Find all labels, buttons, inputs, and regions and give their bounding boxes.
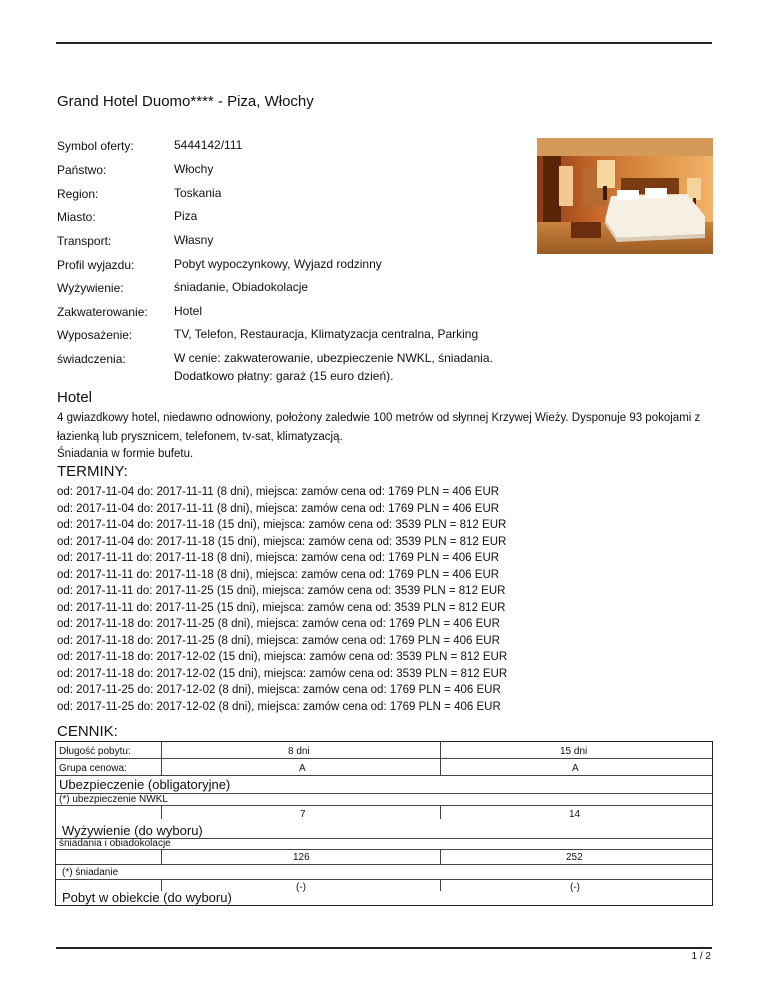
table-divider bbox=[56, 879, 712, 880]
stay-length-8: 8 dni bbox=[288, 746, 310, 757]
field-label-country: Państwo: bbox=[57, 163, 107, 177]
hotel-desc-line-1: 4 gwiazdkowy hotel, niedawno odnowiony, położony zaledwie 100 metrów od słynnej Krzywej Wieży. Dysponuje 93 pokojami z bbox=[57, 412, 701, 424]
halfboard-8: 126 bbox=[293, 852, 310, 863]
field-value-meals: śniadanie, Obiadokolacje bbox=[174, 280, 309, 294]
term-row: od: 2017-11-11 do: 2017-11-25 (15 dni), miejsca: zamów cena od: 3539 PLN = 812 EUR bbox=[57, 585, 506, 597]
term-row: od: 2017-11-04 do: 2017-11-18 (15 dni), miejsca: zamów cena od: 3539 PLN = 812 EUR bbox=[57, 535, 507, 548]
field-label-services: świadczenia: bbox=[57, 352, 126, 366]
table-divider bbox=[56, 805, 712, 806]
term-row: od: 2017-11-04 do: 2017-11-11 (8 dni), miejsca: zamów cena od: 1769 PLN = 406 EUR bbox=[57, 502, 500, 515]
table-divider bbox=[56, 849, 712, 850]
term-row: od: 2017-11-25 do: 2017-12-02 (8 dni), miejsca: zamów cena od: 1769 PLN = 406 EUR bbox=[57, 684, 501, 696]
table-divider bbox=[161, 849, 162, 864]
term-row: od: 2017-11-18 do: 2017-12-02 (15 dni), miejsca: zamów cena od: 3539 PLN = 812 EUR bbox=[57, 667, 508, 680]
stay-heading: Pobyt w obiekcie (do wyboru) bbox=[62, 890, 232, 905]
table-divider bbox=[56, 864, 712, 865]
field-value-services-extra: Dodatkowo płatny: garaż (15 euro dzień). bbox=[174, 369, 394, 383]
page-title: Grand Hotel Duomo**** - Piza, Włochy bbox=[57, 93, 314, 110]
field-label-profile: Profil wyjazdu: bbox=[57, 258, 135, 272]
term-row: od: 2017-11-18 do: 2017-11-25 (8 dni), miejsca: zamów cena od: 1769 PLN = 406 EUR bbox=[57, 618, 500, 630]
top-rule bbox=[56, 42, 712, 44]
field-label-meals: Wyżywienie: bbox=[57, 281, 124, 295]
hotel-desc-line-2: łazienką lub prysznicem, telefonem, tv-sat, klimatyzacją. bbox=[57, 431, 343, 443]
price-group-15: A bbox=[572, 763, 579, 774]
price-group-8: A bbox=[299, 763, 306, 774]
field-value-profile: Pobyt wypoczynkowy, Wyjazd rodzinny bbox=[174, 257, 382, 271]
breakfast-15: (-) bbox=[570, 882, 580, 893]
stay-length-15: 15 dni bbox=[560, 746, 588, 757]
table-divider bbox=[440, 879, 441, 891]
hotel-room-photo bbox=[537, 138, 713, 254]
field-value-symbol: 5444142/111 bbox=[174, 138, 243, 152]
meals-item-breakfast: (*) śniadanie bbox=[62, 867, 119, 878]
field-label-transport: Transport: bbox=[57, 234, 112, 248]
field-label-accommodation: Zakwaterowanie: bbox=[57, 305, 148, 319]
table-divider bbox=[440, 742, 441, 775]
term-row: od: 2017-11-11 do: 2017-11-25 (15 dni), miejsca: zamów cena od: 3539 PLN = 812 EUR bbox=[57, 601, 506, 614]
term-row: od: 2017-11-18 do: 2017-12-02 (15 dni), miejsca: zamów cena od: 3539 PLN = 812 EUR bbox=[57, 651, 508, 663]
term-row: od: 2017-11-11 do: 2017-11-18 (8 dni), miejsca: zamów cena od: 1769 PLN = 406 EUR bbox=[57, 552, 500, 564]
insurance-heading: Ubezpieczenie (obligatoryjne) bbox=[59, 777, 231, 792]
hotel-desc-line-3: Śniadania w formie bufetu. bbox=[57, 448, 194, 460]
stay-length-label: Długość pobytu: bbox=[59, 746, 131, 757]
term-row: od: 2017-11-18 do: 2017-11-25 (8 dni), miejsca: zamów cena od: 1769 PLN = 406 EUR bbox=[57, 634, 500, 647]
field-label-symbol: Symbol oferty: bbox=[57, 139, 134, 153]
price-group-label: Grupa cenowa: bbox=[59, 763, 127, 774]
term-row: od: 2017-11-11 do: 2017-11-18 (8 dni), miejsca: zamów cena od: 1769 PLN = 406 EUR bbox=[57, 568, 500, 581]
table-divider bbox=[440, 849, 441, 864]
insurance-item: (*) ubezpieczenie NWKL bbox=[59, 794, 168, 805]
field-value-accommodation: Hotel bbox=[174, 304, 203, 318]
term-row: od: 2017-11-25 do: 2017-12-02 (8 dni), miejsca: zamów cena od: 1769 PLN = 406 EUR bbox=[57, 700, 501, 713]
table-divider bbox=[56, 758, 712, 759]
field-value-city: Piza bbox=[174, 209, 198, 223]
field-label-region: Region: bbox=[57, 187, 99, 201]
table-divider bbox=[440, 805, 441, 819]
terms-heading: TERMINY: bbox=[57, 463, 128, 480]
meals-heading: Wyżywienie (do wyboru) bbox=[62, 823, 203, 838]
insurance-8: 7 bbox=[300, 809, 306, 820]
term-row: od: 2017-11-04 do: 2017-11-18 (15 dni), miejsca: zamów cena od: 3539 PLN = 812 EUR bbox=[57, 519, 507, 531]
hotel-heading: Hotel bbox=[57, 389, 93, 406]
bottom-rule bbox=[56, 947, 712, 949]
page-number: 1 / 2 bbox=[691, 951, 711, 962]
field-label-equipment: Wyposażenie: bbox=[57, 328, 133, 342]
table-divider bbox=[161, 805, 162, 819]
insurance-15: 14 bbox=[569, 809, 581, 820]
pricelist-table bbox=[55, 741, 713, 906]
field-label-city: Miasto: bbox=[57, 210, 96, 224]
field-value-equipment: TV, Telefon, Restauracja, Klimatyzacja centralna, Parking bbox=[174, 327, 479, 341]
table-divider bbox=[56, 775, 712, 776]
field-value-transport: Własny bbox=[174, 233, 214, 247]
pricelist-heading: CENNIK: bbox=[57, 723, 118, 740]
meals-item-halfboard: śniadania i obiadokolacje bbox=[59, 838, 171, 849]
table-divider bbox=[161, 879, 162, 891]
table-divider bbox=[161, 742, 162, 775]
halfboard-15: 252 bbox=[566, 852, 583, 863]
breakfast-8: (-) bbox=[296, 882, 306, 893]
field-value-services: W cenie: zakwaterowanie, ubezpieczenie NWKL, śniadania. bbox=[174, 351, 493, 365]
term-row: od: 2017-11-04 do: 2017-11-11 (8 dni), miejsca: zamów cena od: 1769 PLN = 406 EUR bbox=[57, 486, 500, 498]
field-value-country: Włochy bbox=[174, 162, 214, 176]
field-value-region: Toskania bbox=[174, 186, 222, 200]
